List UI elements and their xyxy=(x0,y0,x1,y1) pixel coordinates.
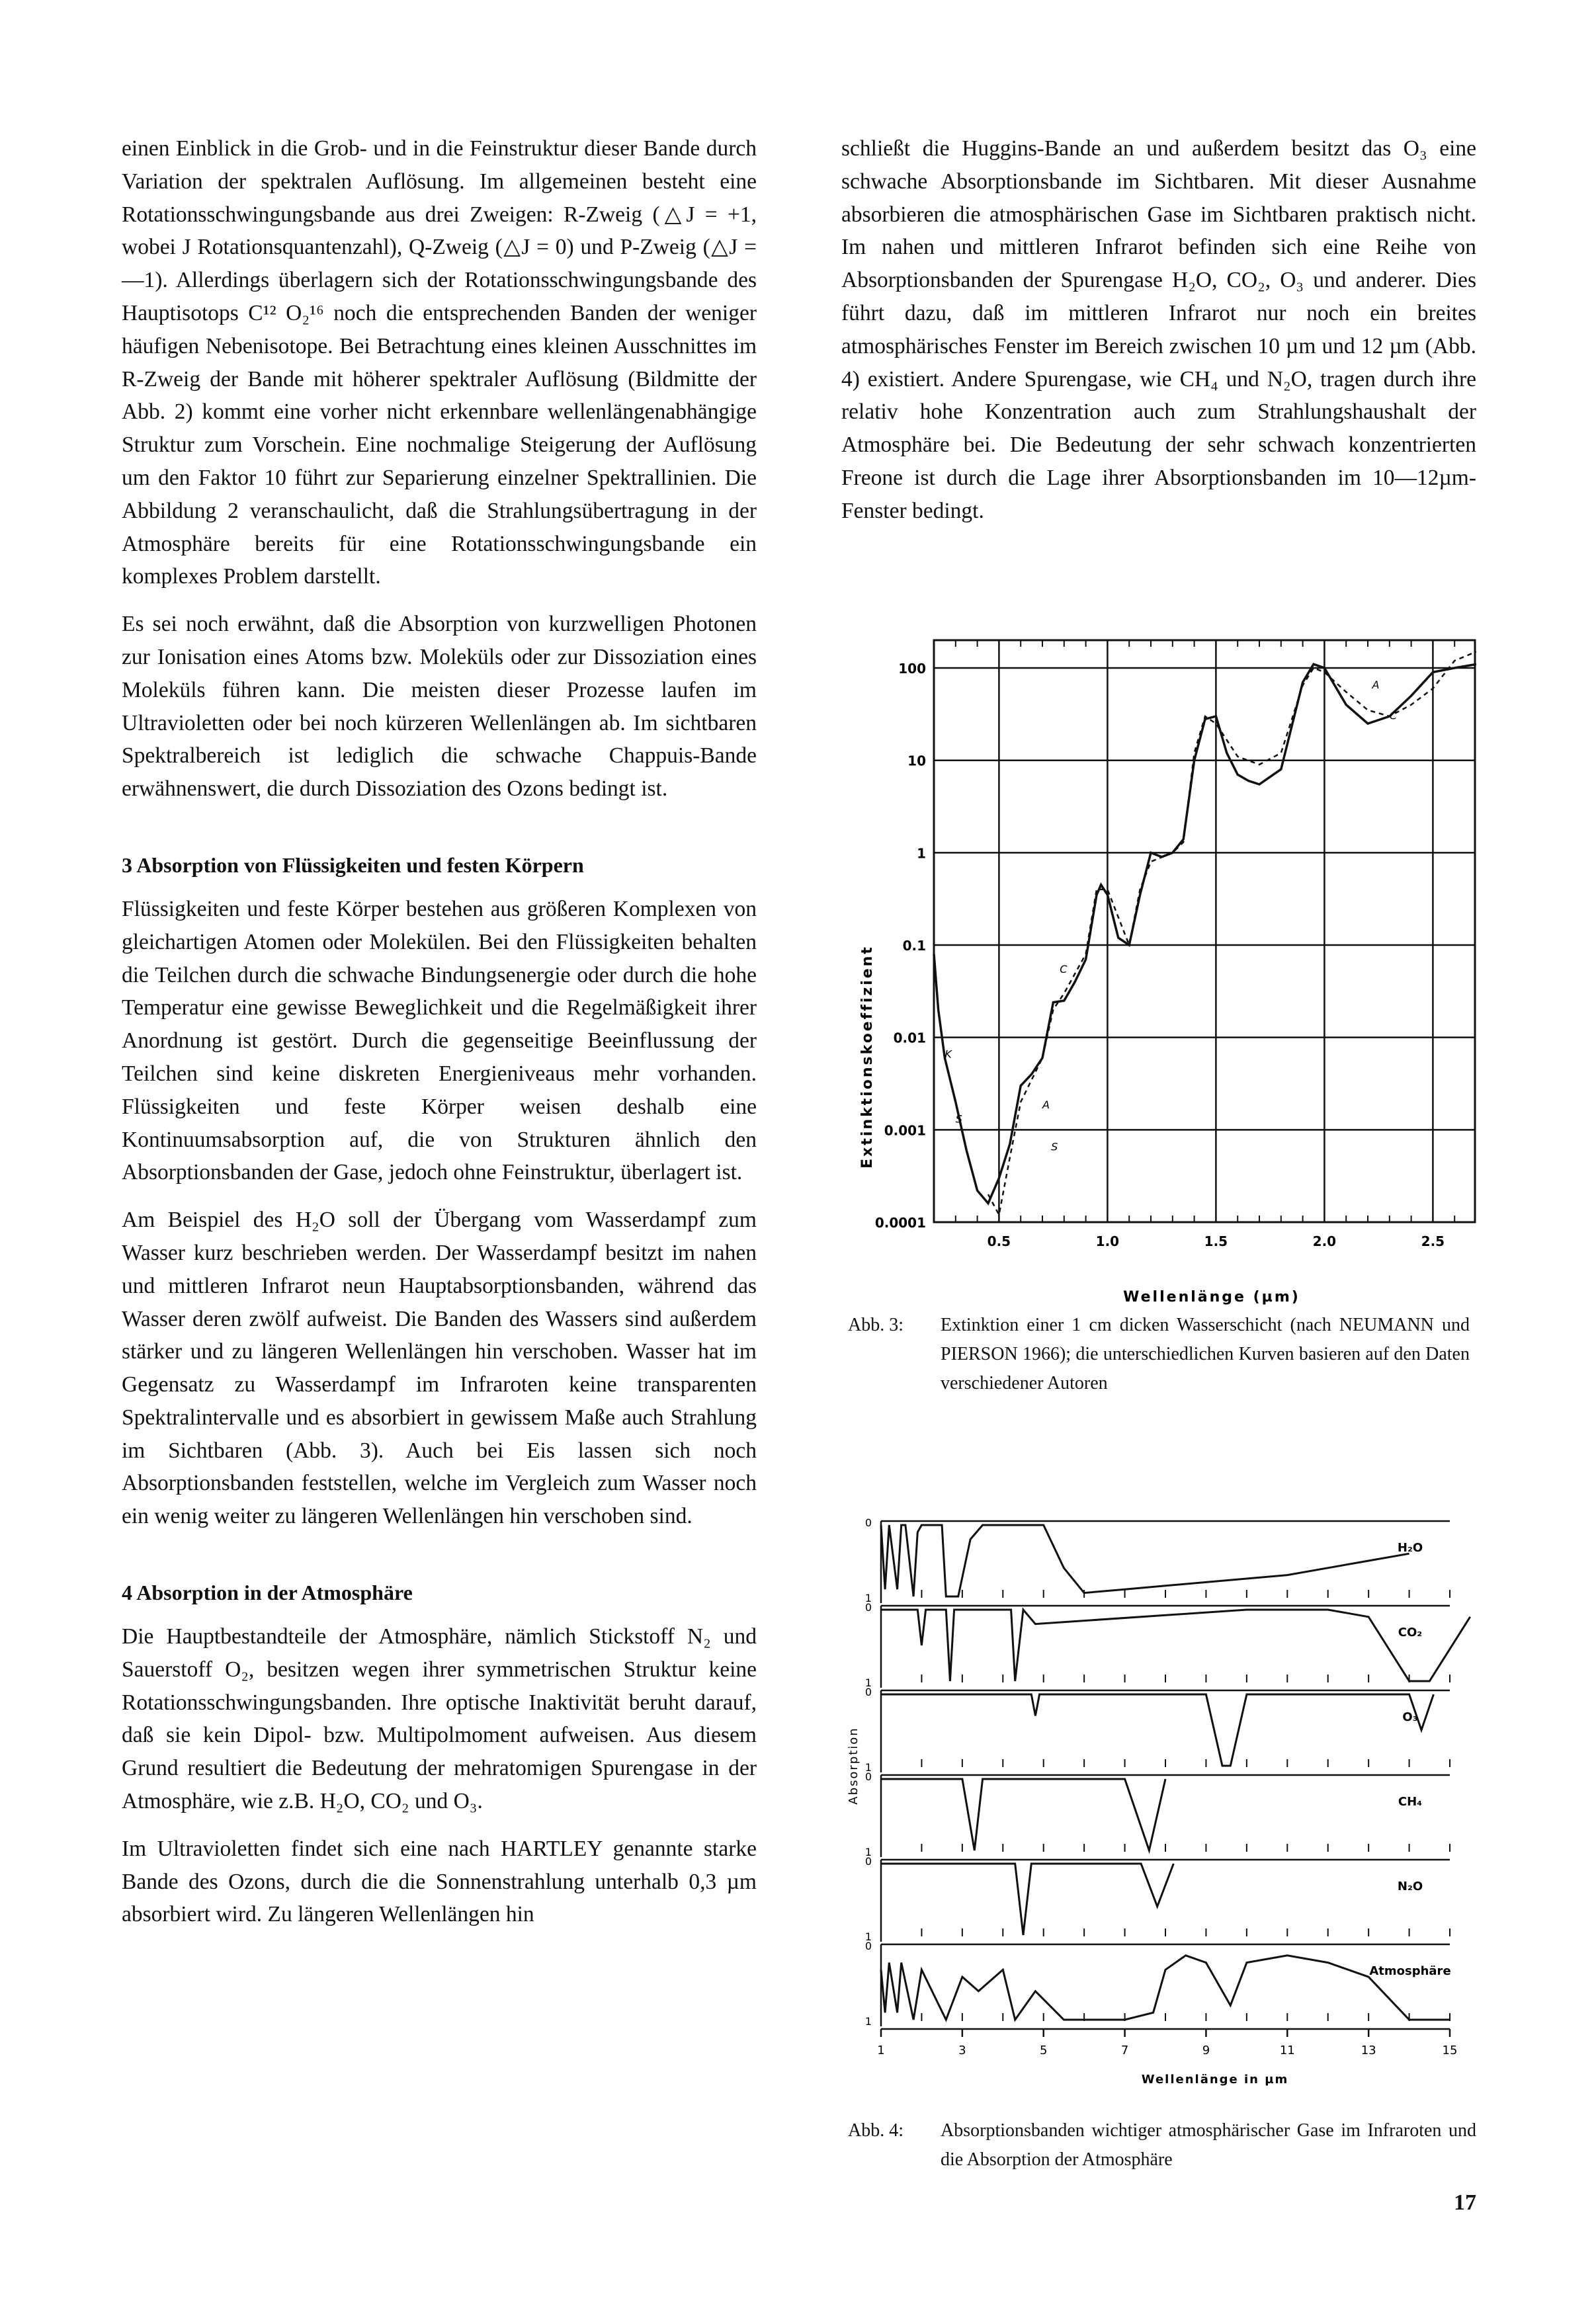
left-column xyxy=(122,132,757,1946)
figure-4-caption xyxy=(848,2116,1476,2182)
y-tick-label: 0.0001 xyxy=(874,1215,926,1231)
x-tick-label: 2.0 xyxy=(1312,1233,1337,1249)
axis-mark: 1 xyxy=(864,1592,872,1604)
paragraph: Flüssigkeiten und feste Körper bestehen aus größeren Komplexen von gleichartigen Atomen oder Molekülen. Bei den Flüssigkeiten behalten die Teilchen durch die schwache Bindungsenergie oder durch die hohe Temperatur eine gewisse Beweglichkeit und die Regelmäßigkeit ihrer Anordnung ist gestört. Durch die gegenseitige Beeinflussung der Teilchen sind keine diskreten Energieniveaus mehr vorhanden. Flüssigkeiten und feste Körper weisen deshalb eine Kontinuumsabsorption auf, die von Strukturen ähnlich den Absorptionsbanden der Gase, jedoch ohne Feinstruktur, überlagert ist. xyxy=(122,896,757,1185)
curve-solid xyxy=(934,664,1476,1203)
x-tick-label: 3 xyxy=(958,2044,966,2057)
curve-label: S xyxy=(1051,1140,1058,1153)
paragraph: Am Beispiel des H₂O soll der Übergang vom Wasserdampf zum Wasser kurz beschrieben werden. Der Wasserdampf besitzt im nahen und mittleren Infrarot neun Hauptabsorptionsbanden, während das Wasser deren zwölf aufweist. Die Banden des Wassers sind außerdem stärker und zu längeren Wellenlängen hin verschoben. Wasser hat im Gegensatz zu Wasserdampf im Infraroten keine transparenten Spektralintervalle und es absorbiert in gewissem Maße auch Strahlung im Sichtbaren (Abb. 3). Auch bei Eis lassen sich noch Absorptionsbanden feststellen, welche im Vergleich zum Wasser noch ein wenig weiter zu längeren Wellenlängen hin verschoben sind. xyxy=(122,1208,757,1529)
gas-label: CH₄ xyxy=(1398,1795,1423,1809)
x-tick-label: 7 xyxy=(1120,2044,1129,2057)
x-tick-label: 9 xyxy=(1202,2044,1210,2057)
x-tick-label: 1 xyxy=(877,2044,885,2057)
axis-mark: 0 xyxy=(864,1516,872,1529)
axis-mark: 1 xyxy=(864,1930,872,1943)
curve-label: A xyxy=(1042,1098,1050,1112)
curve-label: C xyxy=(1060,963,1068,976)
paragraph: einen Einblick in die Grob- und in die Feinstruktur dieser Bande durch Variation der spektralen Auflösung. Im allgemeinen besteht eine Rotationsschwingungsbande aus drei Zweigen: R-Zweig (△J = +1, wobei J Rotationsquantenzahl), Q-Zweig (△J = 0) und P-Zweig (△J = —1). Allerdings überlagern sich der Rotationsschwingungsbande des Hauptisotops C¹² O₂¹⁶ noch die entsprechenden Banden der weniger häufigen Nebenisotope. Bei Betrachtung eines kleinen Ausschnittes im R-Zweig der Bande mit höherer spektraler Auflösung (Bildmitte der Abb. 2) kommt eine vorher nicht erkennbare wellenlängenabhängige Struktur zum Vorschein. Eine nochmalige Steigerung der Auflösung um den Faktor 10 führt zur Separierung einzelner Spektrallinien. Die Abbildung 2 veranschaulicht, daß die Strahlungsübertragung in der Atmosphäre bereits für eine Rotationsschwingungsbande ein komplexes Problem darstellt. xyxy=(122,136,757,589)
axis-mark: 0 xyxy=(864,1601,872,1614)
caption-label: Abb. 4: xyxy=(848,2120,903,2141)
x-tick-label: 1.5 xyxy=(1204,1233,1228,1249)
section-heading: 4 Absorption in der Atmosphäre xyxy=(122,1581,413,1605)
curve-label: K xyxy=(945,1048,952,1061)
extinction-chart xyxy=(841,627,1476,1308)
page-number: 17 xyxy=(1454,2190,1476,2215)
y-axis-label: Extinktionskoeffizient xyxy=(859,945,876,1169)
paragraph: Es sei noch erwähnt, daß die Absorption von kurzwelligen Photonen zur Ionisation eines Atoms bzw. Moleküls oder zur Dissoziation eines Moleküls führen kann. Die meisten dieser Prozesse laufen im Ultravioletten oder bei noch kürzeren Wellenlängen ab. Im sichtbaren Spektralbereich ist lediglich die schwache Chappuis-Bande erwähnenswert, die durch Dissoziation des Ozons bedingt ist. xyxy=(122,612,757,802)
absorption-bands-chart xyxy=(841,1508,1476,2103)
curve-label: C xyxy=(1389,709,1397,722)
axis-mark: 0 xyxy=(864,1770,872,1783)
x-axis-label: Wellenlänge in µm xyxy=(1141,2073,1289,2087)
gas-label: CO₂ xyxy=(1398,1626,1423,1639)
absorption-curve xyxy=(881,1610,1470,1681)
absorption-curve xyxy=(881,1956,1450,2020)
axis-mark: 0 xyxy=(864,1686,872,1698)
caption-text: Extinktion einer 1 cm dicken Wasserschicht (nach NEUMANN und PIERSON 1966); die unterschiedlichen Kurven basieren auf den Daten verschiedener Autoren xyxy=(941,1315,1470,1393)
paragraph: Im Ultravioletten findet sich eine nach HARTLEY genannte starke Bande des Ozons, durch die die Sonnenstrahlung unterhalb 0,3 µm absorbiert wird. Zu längeren Wellenlängen hin xyxy=(122,1836,757,1927)
axis-mark: 0 xyxy=(864,1855,872,1868)
absorption-curve xyxy=(881,1525,1409,1596)
caption-label: Abb. 3: xyxy=(848,1315,903,1335)
y-axis-label: Absorption xyxy=(847,1727,861,1805)
paragraph: Die Hauptbestandteile der Atmosphäre, nämlich Stickstoff N₂ und Sauerstoff O₂, besitzen wegen ihrer symmetrischen Struktur keine Rotationsschwingungsbanden. Ihre optische Inaktivität beruht darauf, daß sie kein Dipol- bzw. Multipolmoment aufweisen. Aus diesem Grund resultiert die Bedeutung der mehratomigen Spurengase in der Atmosphäre, wie z.B. H₂O, CO₂ und O₃. xyxy=(122,1624,757,1814)
right-column xyxy=(841,132,1476,542)
absorption-curve xyxy=(881,1694,1433,1766)
y-tick-label: 0.1 xyxy=(902,938,926,954)
y-tick-label: 1 xyxy=(917,845,926,862)
curve-label: A xyxy=(1372,679,1380,692)
figure-3 xyxy=(841,627,1476,1421)
x-tick-label: 0.5 xyxy=(987,1233,1011,1249)
y-tick-label: 0.001 xyxy=(884,1122,926,1139)
curve-label: S xyxy=(955,1112,962,1126)
gas-label: Atmosphäre xyxy=(1369,1964,1451,1978)
caption-text: Absorptionsbanden wichtiger atmosphärischer Gase im Infraroten und die Absorption der Atmosphäre xyxy=(941,2120,1476,2170)
gas-label: N₂O xyxy=(1397,1880,1423,1893)
absorption-curve xyxy=(881,1864,1173,1935)
absorption-curve xyxy=(881,1779,1165,1850)
gas-label: O₃ xyxy=(1402,1710,1418,1724)
x-tick-label: 13 xyxy=(1361,2044,1376,2057)
figure-3-caption xyxy=(848,1311,1476,1410)
x-tick-label: 15 xyxy=(1442,2044,1458,2057)
x-tick-label: 1.0 xyxy=(1095,1233,1120,1249)
axis-mark: 0 xyxy=(864,1940,872,1952)
section-heading: 3 Absorption von Flüssigkeiten und festen Körpern xyxy=(122,852,584,877)
axis-mark: 1 xyxy=(864,1676,872,1689)
x-tick-label: 11 xyxy=(1279,2044,1295,2057)
figure-4 xyxy=(841,1508,1476,2169)
axis-mark: 1 xyxy=(864,1761,872,1774)
axis-mark: 1 xyxy=(864,1846,872,1858)
axis-mark: 1 xyxy=(864,2015,872,2028)
gas-label: H₂O xyxy=(1397,1541,1423,1555)
paragraph: schließt die Huggins-Bande an und außerdem besitzt das O₃ eine schwache Absorptionsbande im Sichtbaren. Mit dieser Ausnahme absorbieren die atmosphärischen Gase im Sichtbaren praktisch nicht. Im nahen und mittleren Infrarot befinden sich eine Reihe von Absorptionsbanden der Spurengase H₂O, CO₂, O₃ und anderer. Dies führt dazu, daß im mittleren Infrarot nur noch ein breites atmosphärisches Fenster im Bereich zwischen 10 µm und 12 µm (Abb. 4) existiert. Andere Spurengase, wie CH₄ und N₂O, tragen durch ihre relativ hohe Konzentration auch zum Strahlungshaushalt der Atmosphäre bei. Die Bedeutung der sehr schwach konzentrierten Freone ist durch die Lage ihrer Absorptionsbanden im 10—12µm-Fenster bedingt. xyxy=(841,136,1476,523)
y-tick-label: 10 xyxy=(907,753,926,769)
x-tick-label: 5 xyxy=(1039,2044,1048,2057)
y-tick-label: 0.01 xyxy=(893,1030,926,1046)
y-tick-label: 100 xyxy=(898,661,926,677)
x-tick-label: 2.5 xyxy=(1421,1233,1445,1249)
x-axis-label: Wellenlänge (µm) xyxy=(1123,1289,1300,1305)
